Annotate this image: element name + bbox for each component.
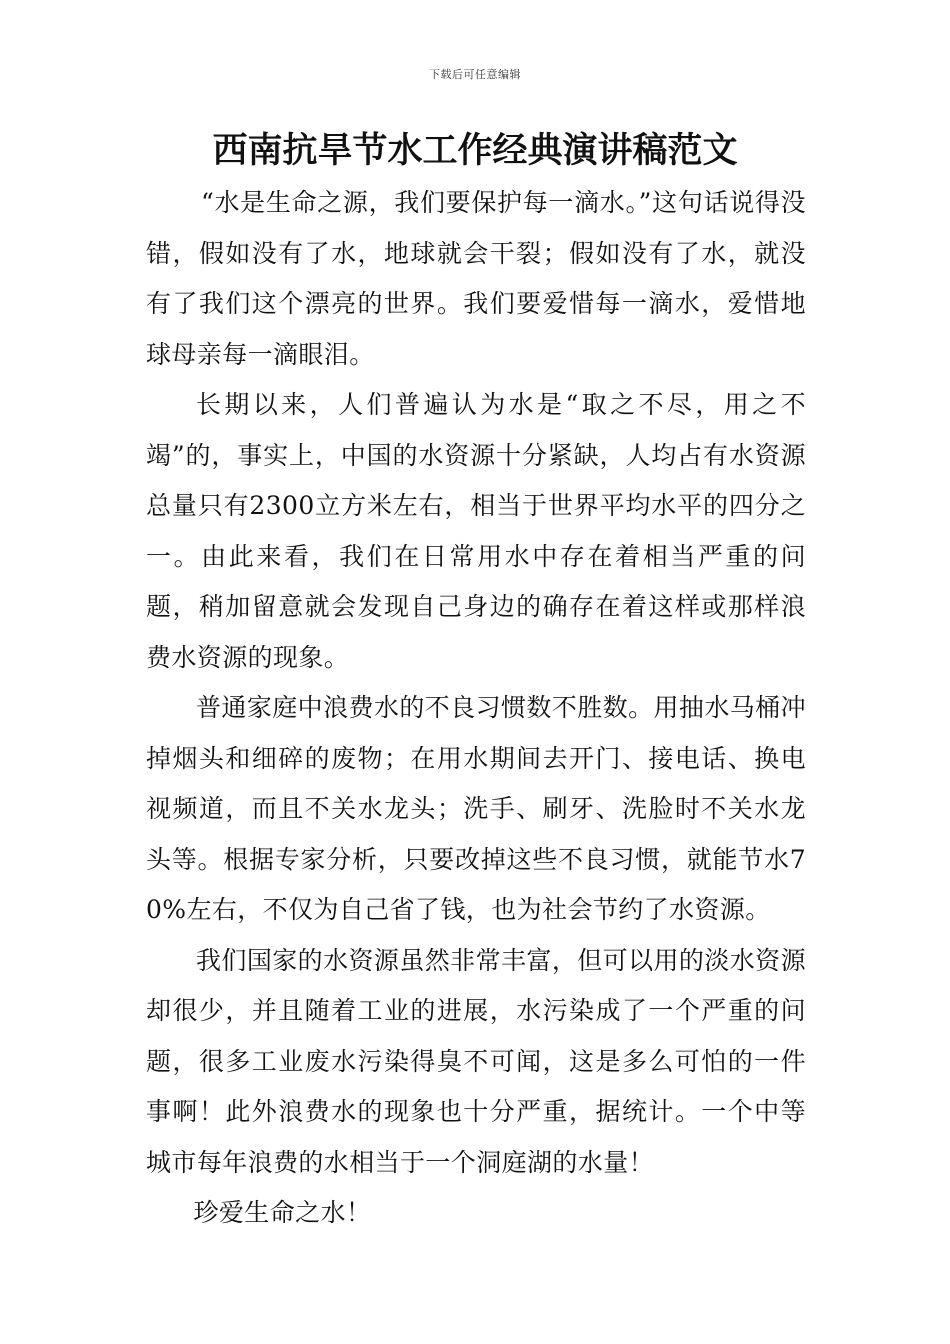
paragraph-1: “水是生命之源，我们要保护每一滴水。”这句话说得没错，假如没有了水，地球就会干裂；假如没有了水，就没有了我们这个漂亮的世界。我们要爱惜每一滴水，爱惜地球母亲每一滴眼泪。 [146, 188, 806, 369]
header-note: 下载后可任意编辑 [429, 68, 521, 81]
paragraph-5: 珍爱生命之水！ [193, 1198, 372, 1227]
document-title: 西南抗旱节水工作经典演讲稿范文 [212, 130, 738, 171]
paragraph-2: 长期以来，人们普遍认为水是“取之不尽，用之不竭”的，事实上，中国的水资源十分紧缺，人均占有水资源总量只有2300立方米左右，相当于世界平均水平的四分之一。由此来看，我们在日常用水中存在着相当严重的问题，稍加留意就会发现自己身边的确存在着这样或那样浪费水资源的现象。 [146, 390, 806, 672]
paragraph-3: 普通家庭中浪费水的不良习惯数不胜数。用抽水马桶冲掉烟头和细碎的废物；在用水期间去开门、接电话、换电视频道，而且不关水龙头；洗手、刷牙、洗脸时不关水龙头等。根据专家分析，只要改掉这些不良习惯，就能节水70%左右，不仅为自己省了钱，也为社会节约了水资源。 [146, 693, 806, 924]
paragraph-4: 我们国家的水资源虽然非常丰富，但可以用的淡水资源却很少，并且随着工业的进展，水污染成了一个严重的问题，很多工业废水污染得臭不可闻，这是多么可怕的一件事啊！此外浪费水的现象也十分严重，据统计。一个中等城市每年浪费的水相当于一个洞庭湖的水量！ [146, 945, 806, 1177]
document-body [146, 178, 806, 1239]
